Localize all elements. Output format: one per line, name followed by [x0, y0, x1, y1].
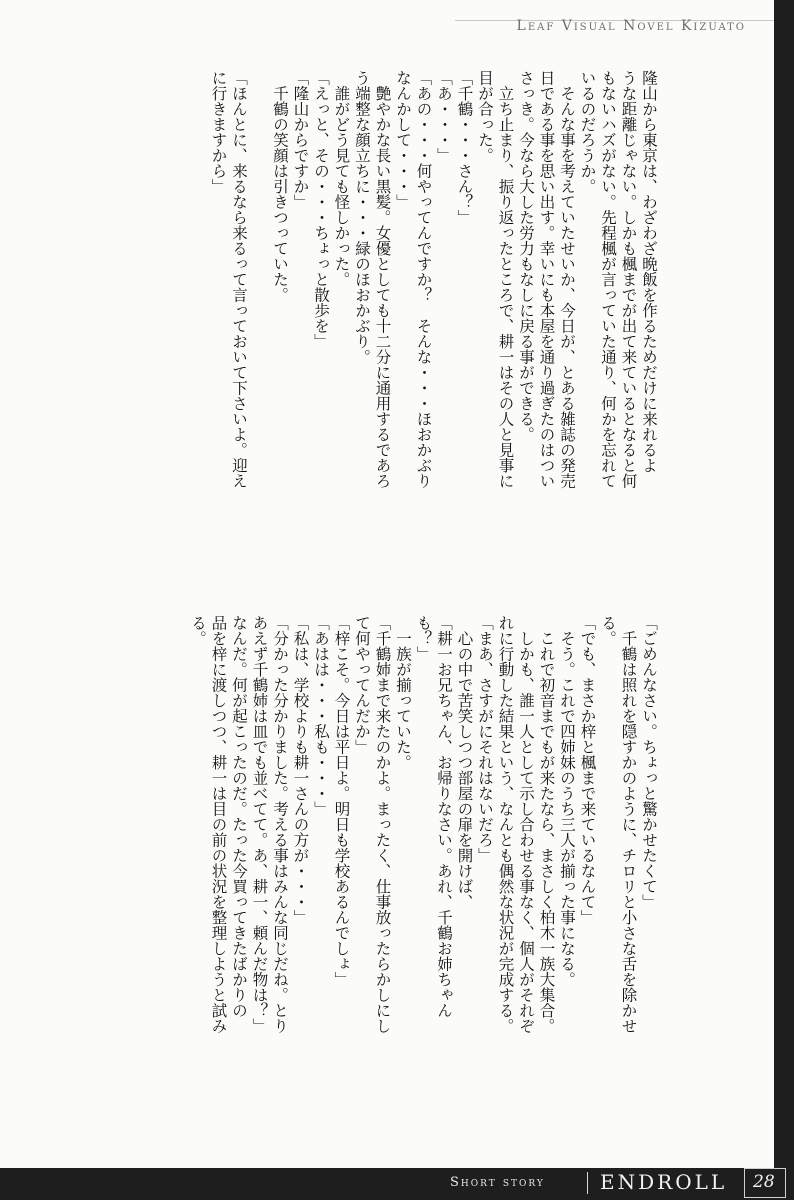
- text-column: さっき。今なら大した労力もなしに戻る事ができる。: [517, 70, 535, 442]
- text-column: る。: [189, 615, 207, 646]
- text-column: も？」: [414, 615, 433, 662]
- text-column: 「千鶴姉まで来たのかよ。まったく、仕事放ったらかしにし: [373, 615, 392, 1034]
- text-column: なんかして・・・」: [394, 70, 412, 210]
- text-column: に行きますから」: [209, 70, 228, 194]
- text-column: なんだ。何が起こったのだ。たった今買ってきたばかりの: [230, 615, 248, 1018]
- text-column: 「あの・・・何やってんですか？ そんな・・・ほおかぶり: [414, 70, 433, 489]
- text-column: て何やってんだか」: [353, 615, 371, 755]
- text-column: 千鶴は照れを隠すかのように、チロリと小さな舌を除かせ: [619, 615, 638, 1034]
- text-column: う端整な顔立ちに・・・緑のほおかぶり。: [353, 70, 371, 365]
- text-column: 「あ・・・」: [435, 70, 453, 163]
- text-column: もないハズがない。先程楓が言っていた通り、何かを忘れて: [599, 70, 617, 489]
- novel-text: [39, 70, 659, 1100]
- text-column: 「まあ、さすがにそれはないだろ」: [476, 615, 494, 863]
- text-column: 隆山から東京は、わざわざ晩飯を作るためだけに来れるよ: [640, 70, 658, 473]
- text-column: 「ほんとに、来るなら来るって言っておいて下さいよ。迎え: [230, 70, 248, 489]
- text-column: 「分かった分かりました。考える事はみんな同じだね。とり: [271, 615, 289, 1034]
- text-column: 目が合った。: [476, 70, 494, 163]
- text-column: 「えっと、その・・・ちょっと散歩を」: [312, 70, 330, 349]
- text-column: 立ち止まり、振り返ったところで、耕一はその人と見事に: [496, 70, 515, 489]
- header-title: Leaf Visual Novel Kizuato: [516, 18, 746, 34]
- text-column: 「あはは・・・私も・・・」: [312, 615, 330, 817]
- text-column: あえず千鶴姉は皿でも並べてて。あ、耕一、頼んだ物は？」: [250, 615, 269, 1034]
- footer-separator: [587, 1172, 588, 1194]
- text-column: [249, 70, 270, 570]
- text-column: 「でも、まさか梓と楓まで来ているなんて」: [578, 615, 597, 925]
- footer-short-story: Short story: [450, 1175, 545, 1190]
- text-column: 一族が揃っていた。: [394, 615, 412, 770]
- text-column: 「私は、学校よりも耕一さんの方が・・・」: [291, 615, 310, 925]
- text-column: 「千鶴・・・さん？」: [455, 70, 474, 225]
- text-column: 品を梓に渡しつつ、耕一は目の前の状況を整理しようと試み: [209, 615, 228, 1034]
- text-column: 「耕一お兄ちゃん、お帰りなさい。あれ、千鶴お姉ちゃん: [435, 615, 453, 1018]
- page-number-box: [744, 1168, 786, 1198]
- text-column: 「ごめんなさい。ちょっと驚かせたくて」: [640, 615, 658, 910]
- text-column: しかも、誰一人として示し合わせる事なく、個人がそれぞ: [517, 615, 535, 1034]
- text-upper-tier: [39, 70, 659, 570]
- text-column: 艶やかな長い黒髪。女優としても十二分に通用するであろ: [373, 70, 392, 489]
- text-column: 「梓こそ。今日は平日よ。明日も学校あるんでしょ」: [332, 615, 351, 987]
- text-column: る。: [599, 615, 617, 646]
- text-column: 心の中で苦笑しつつ部屋の扉を開けば、: [455, 615, 474, 910]
- text-column: 日である事を思い出す。幸いにも本屋を通り過ぎたのはつい: [537, 70, 556, 489]
- text-column: 千鶴の笑顔は引きつっていた。: [271, 70, 289, 303]
- text-column: 「隆山からですか」: [291, 70, 310, 210]
- footer-title: ENDROLL: [600, 1170, 728, 1194]
- text-column: これで初音までもが来たなら、まさしく柏木一族大集合。: [537, 615, 556, 1034]
- page-number: 28: [753, 1172, 775, 1192]
- text-column: そんな事を考えていたせいか、今日が、とある雑誌の発売: [558, 70, 576, 489]
- text-column: れに行動した結果という、なんとも偶然な状況が完成する。: [496, 615, 515, 1034]
- text-column: 誰がどう見ても怪しかった。: [332, 70, 351, 287]
- text-lower-tier: [39, 615, 659, 1115]
- text-column: そう。これで四姉妹のうち三人が揃った事になる。: [558, 615, 576, 987]
- text-column: うな距離じゃない。しかも楓までが出て来ているとなると何: [619, 70, 638, 489]
- footer-bar: [0, 1168, 794, 1200]
- text-column: いるのだろうか。: [578, 70, 597, 194]
